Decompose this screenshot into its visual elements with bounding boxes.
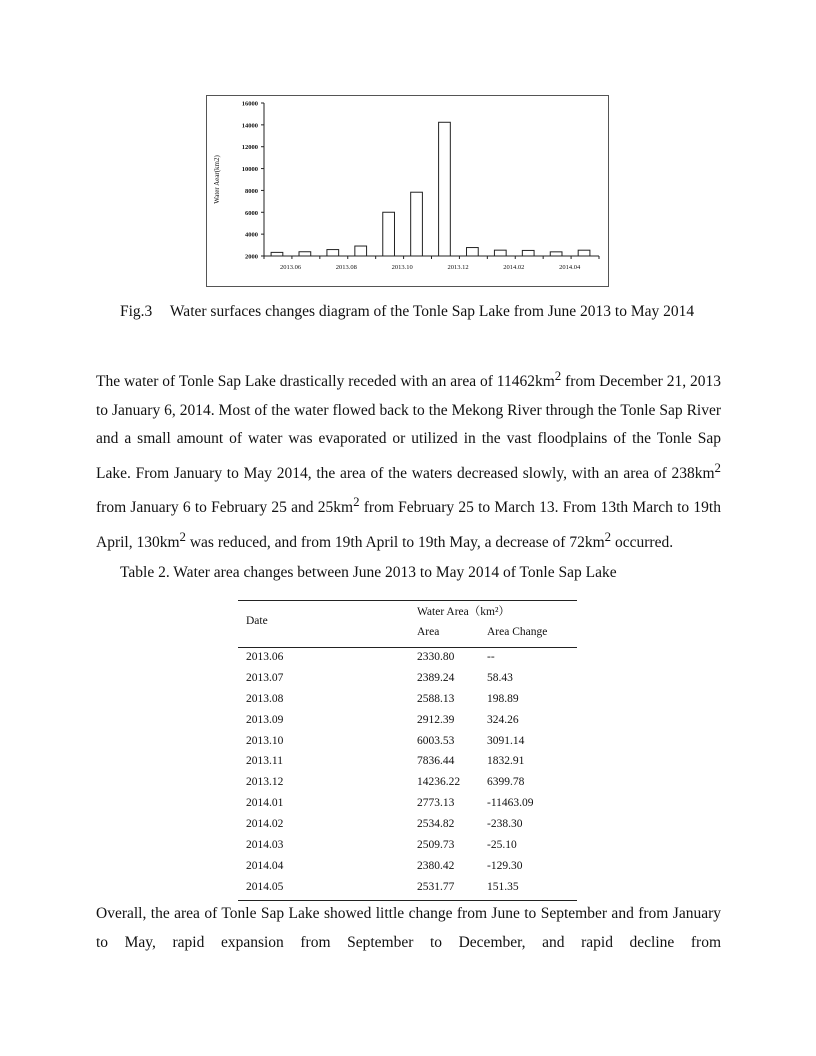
bar-2014.01	[467, 248, 479, 256]
bar-2013.10	[383, 212, 395, 256]
bar-2014.02	[494, 250, 506, 256]
y-tick-label: 4000	[245, 231, 258, 239]
cell-change: -238.30	[487, 818, 523, 831]
table-row	[238, 836, 577, 857]
figure-caption	[120, 298, 720, 326]
body-paragraph-1	[96, 362, 721, 558]
figure-caption-text: Water surfaces changes diagram of the Tonle Sap Lake from June 2013 to May 2014	[169, 303, 695, 320]
table-row	[238, 794, 577, 815]
y-tick-label: 10000	[241, 166, 258, 174]
table-row	[238, 773, 577, 794]
cell-date: 2014.04	[246, 859, 284, 872]
y-tick-label: 14000	[241, 122, 258, 130]
table-row	[238, 878, 577, 899]
superscript: 2	[554, 368, 562, 383]
cell-change: 3091.14	[487, 734, 525, 747]
x-tick-label: 2014.02	[503, 264, 525, 271]
superscript: 2	[179, 528, 186, 544]
bar-2014.04	[550, 252, 562, 256]
y-tick-label: 6000	[245, 209, 258, 217]
bar-2013.09	[355, 246, 367, 256]
cell-area: 2330.80	[417, 651, 455, 663]
cell-date: 2014.03	[246, 839, 284, 852]
para1-text-1: The water of Tonle Sap Lake drastically receded with an area of 11462km	[96, 373, 555, 391]
cell-date: 2013.12	[246, 776, 284, 789]
cell-change: -129.30	[487, 859, 523, 872]
superscript: 2	[714, 459, 721, 475]
cell-area: 2380.42	[417, 859, 455, 872]
para1-text-6: occurred.	[611, 534, 674, 552]
cell-date: 2013.06	[246, 651, 284, 663]
x-tick-label: 2014.04	[559, 264, 581, 271]
y-tick-label: 8000	[245, 187, 258, 195]
table-body	[238, 648, 577, 899]
y-tick-label: 16000	[241, 100, 258, 108]
table-row	[238, 752, 577, 773]
header-area-change: Area Change	[487, 626, 548, 638]
cell-date: 2013.11	[246, 755, 283, 768]
x-tick-label: 2013.10	[391, 264, 413, 271]
cell-date: 2013.08	[246, 692, 284, 705]
table-row	[238, 711, 577, 732]
cell-date: 2014.01	[246, 797, 284, 810]
cell-change: -11463.09	[487, 797, 534, 810]
table-row	[238, 815, 577, 836]
bar-2013.07	[299, 252, 311, 256]
cell-date: 2013.10	[246, 734, 284, 747]
cell-area: 2912.39	[417, 713, 455, 726]
y-tick-label: 12000	[241, 144, 258, 152]
cell-area: 2531.77	[417, 880, 455, 893]
x-tick-label: 2013.12	[447, 264, 469, 271]
cell-area: 14236.22	[417, 776, 461, 789]
water-area-table	[238, 600, 577, 901]
water-area-bar-chart	[206, 95, 609, 287]
table-row	[238, 690, 577, 711]
cell-date: 2013.09	[246, 713, 284, 726]
bar-2014.03	[522, 250, 534, 256]
x-tick-label: 2013.06	[279, 264, 302, 271]
table-row	[238, 732, 577, 753]
bar-2013.08	[327, 250, 339, 256]
cell-area: 2389.24	[417, 671, 455, 684]
para1-text-4: from February 25 to March 13. From 13th March to 19th April, 130km	[96, 499, 721, 552]
bar-2014.05	[578, 250, 590, 256]
cell-change: 151.35	[487, 880, 519, 893]
table-row	[238, 669, 577, 690]
y-tick-label: 2000	[245, 253, 258, 261]
cell-area: 2509.73	[417, 839, 455, 852]
cell-date: 2014.02	[246, 818, 284, 831]
bar-2013.12	[439, 122, 451, 256]
cell-change: 58.43	[487, 671, 513, 684]
table-title: Table 2. Water area changes between June 2013 to May 2014 of Tonle Sap Lake	[120, 564, 617, 581]
cell-area: 2773.13	[417, 797, 455, 810]
superscript: 2	[353, 494, 360, 510]
table-row	[238, 648, 577, 669]
para1-text-5: was reduced, and from 19th April to 19th May, a decrease of 72km	[185, 534, 605, 552]
header-date: Date	[246, 615, 268, 627]
cell-change: -25.10	[487, 839, 517, 852]
para1-text-3: from January 6 to February 25 and 25km	[96, 499, 354, 517]
cell-change: --	[487, 651, 495, 663]
table-row	[238, 857, 577, 878]
header-water-area: Water Area（km²）	[417, 606, 510, 618]
superscript: 2	[604, 528, 612, 544]
cell-change: 324.26	[487, 713, 519, 726]
header-area: Area	[417, 626, 440, 638]
cell-area: 7836.44	[417, 755, 455, 768]
y-axis-label: Water Aear(km2)	[213, 155, 221, 204]
cell-area: 6003.53	[417, 734, 455, 747]
bar-2013.11	[411, 192, 423, 256]
cell-change: 1832.91	[487, 755, 525, 768]
cell-date: 2014.05	[246, 880, 284, 893]
cell-date: 2013.07	[246, 671, 284, 684]
bar-2013.06	[271, 252, 283, 256]
cell-area: 2534.82	[417, 818, 455, 831]
cell-change: 6399.78	[487, 776, 525, 789]
body-paragraph-2: Overall, the area of Tonle Sap Lake showed little change from June to September and from January to May, rapid expansion from September to December, and rapid decline from	[96, 905, 721, 951]
figure-label: Fig.3	[120, 303, 153, 320]
cell-area: 2588.13	[417, 692, 455, 705]
para1-text-2: from December 21, 2013 to January 6, 2014. Most of the water flowed back to the Mekong River through the Tonle Sap River and a small amount of water was evaporated or utilized in the vast floodplains of the Tonle Sap Lake. From January to May 2014, the area of the waters decreased slowly, with an area of 238km	[96, 373, 721, 482]
cell-change: 198.89	[487, 692, 519, 705]
x-tick-label: 2013.08	[335, 264, 357, 271]
table-header	[238, 600, 577, 648]
